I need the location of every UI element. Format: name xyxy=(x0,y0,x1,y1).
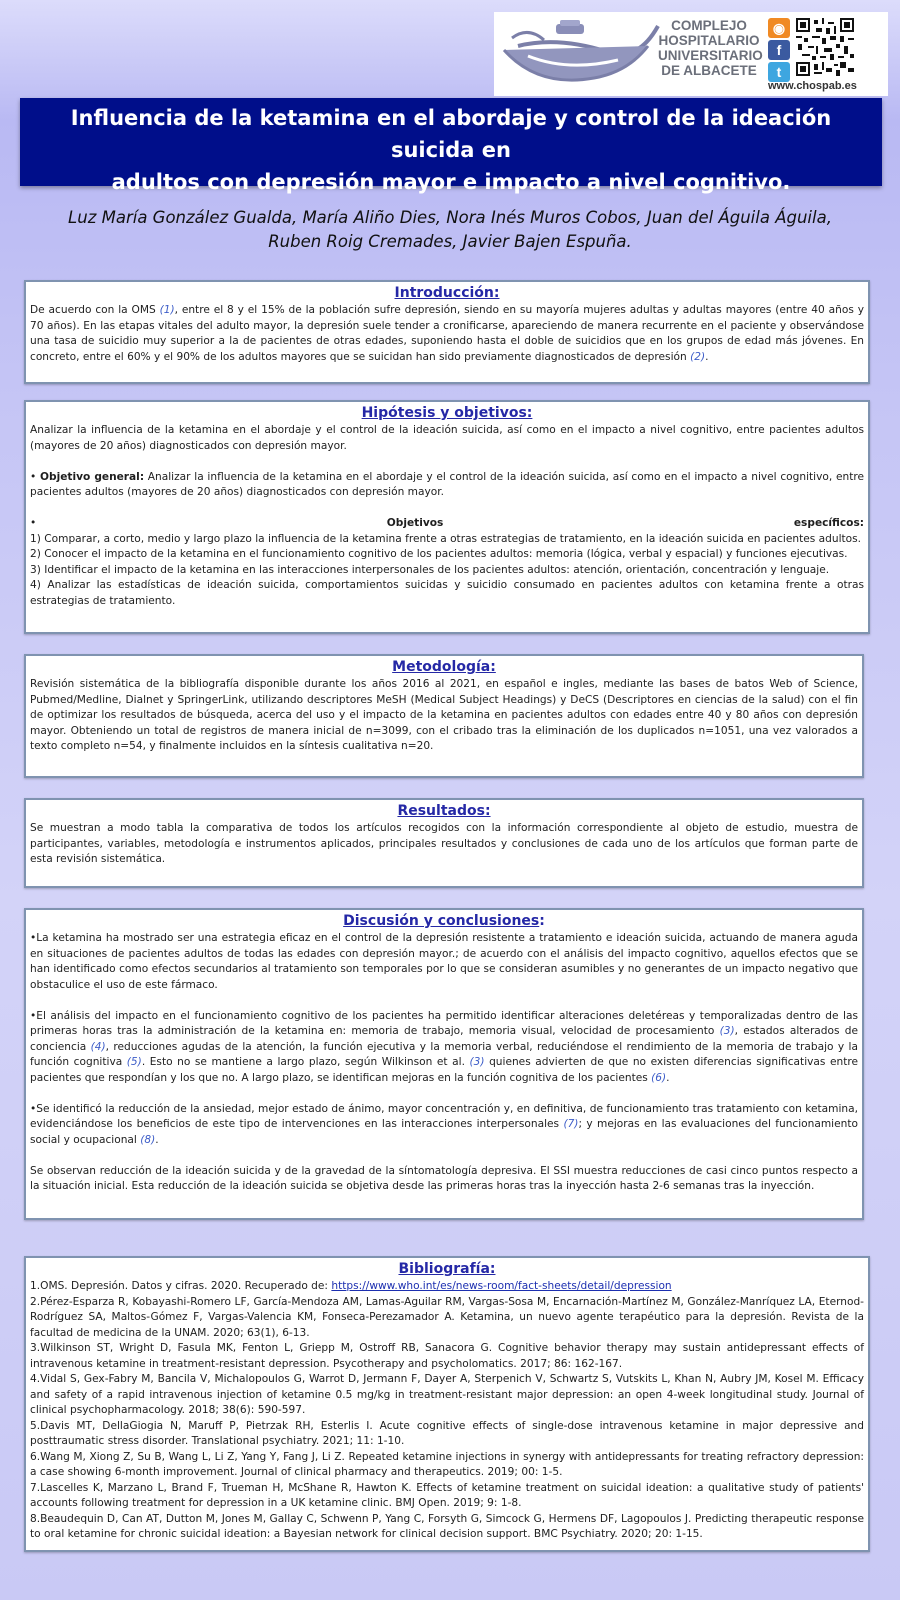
bibliography-item: 2.Pérez-Esparza R, Kobayashi-Romero LF, García-Mendoza AM, Lamas-Aguilar RM, Vargas-Sosa M, Encarnación-Martínez M, González-Manríquez LA, Eternod-Rodríguez SA, Maltos-Gómez F, Vargas-Valencia KM, Fonseca-Perezamador A. Ketamina, un nuevo agente terapéutico para la depresión. Revista de la facultad de medicina de la UNAM. 2020; 63(1), 6-13. xyxy=(30,1295,864,1339)
specific-objective-item: 3) Identificar el impacto de la ketamina en las interacciones interpersonales de los pacientes adultos: atención, orientación, concentración y lenguaje. xyxy=(30,563,830,576)
bibliography-item: 3.Wilkinson ST, Wright D, Fasula MK, Fenton L, Griepp M, Ostroff RB, Sanacora G. Cognitive behavior therapy may sustain antidepressant effects of intravenous ketamine in treatment-resistant depression. Psycotherapy and psycholomatics. 2017; 86: 162-167. xyxy=(30,1342,864,1370)
specific-objective-item: 2) Conocer el impacto de la ketamina en el funcionamiento cognitivo de los pacientes adultos: memoria (lógica, verbal y espacial) y funciones ejecutivas. xyxy=(30,548,848,560)
author-line2: Ruben Roig Cremades, Javier Bajen Espuña. xyxy=(268,232,632,251)
poster-title xyxy=(20,98,882,198)
author-line1: Luz María González Gualda, María Aliño Dies, Nora Inés Muros Cobos, Juan del Águila Águila, xyxy=(68,208,832,227)
hospital-name-line1: COMPLEJO xyxy=(671,18,747,33)
general-objective-label: Objetivo general: xyxy=(39,470,145,483)
hospital-emblem-icon xyxy=(498,16,666,92)
specific-objectives-bullet: • xyxy=(30,517,37,529)
specific-objectives-word1: Objetivos xyxy=(386,517,444,529)
discussion-p2-a: •El análisis del impacto en el funcionamiento cognitivo de los pacientes ha permitido identificar alteraciones deletéreas y temporalizadas dentro de las primeras horas tras la administración de la ketamina en: memoria de trabajo, memoria visual, velocidad de procesamiento xyxy=(30,1009,858,1037)
bibliography-section xyxy=(24,1256,870,1552)
reference-6: (6) xyxy=(651,1071,667,1084)
general-objective-text: Analizar la influencia de la ketamina en el abordaje y el control de la ideación suicida, así como en el impacto a nivel cognitivo, entre pacientes adultos (mayores de 20 años) diagnosticados con depresión mayor. xyxy=(30,470,864,498)
discussion-heading xyxy=(30,913,858,930)
discussion-paragraph-2 xyxy=(30,1009,858,1087)
introduction-text-b: , entre el 8 y el 15% de la población sufre depresión, siendo en su mayoría mujeres adultas y adultas mayores (entre 40 años y 70 años). En las etapas vitales del adulto mayor, la depresión suele tender a cronificarse, apareciendo de manera recurrente en el paciente y observándose una tasa de suicidio muy superior a la de pacientes de otras edades, suponiendo hasta el doble de suicidios que en los grupos de edad más jóvenes. En concreto, entre el 60% y el 90% de los adultos mayores que se suicidan han sido previamente diagnosticados de depresión xyxy=(30,304,864,363)
discussion-paragraph-1: •La ketamina ha mostrado ser una estrategia eficaz en el control de la depresión resistente a tratamiento e ideación suicida, actuando de manera aguda en situaciones de pacientes adultos de todas las edades con depresión mayor.; de acuerdo con el análisis del impacto cognitivo, aquellos efectos que se han identificado como efectos secundarios al tratamiento son temporales por lo que se consideran asumibles y no generantes de un impacto negativo que obstaculice el uso de este fármaco. xyxy=(30,932,858,991)
reference-3: (3) xyxy=(719,1025,735,1037)
poster-title-line1: Influencia de la ketamina en el abordaje y control de la ideación suicida en xyxy=(70,106,832,162)
hypothesis-section xyxy=(24,400,870,634)
results-section xyxy=(24,798,864,888)
methodology-text: Revisión sistemática de la bibliografía disponible durante los años 2016 al 2021, en español e ingles, mediante las bases de batos Web of Science, Pubmed/Medline, Dialnet y SpringerLink, utilizando descriptores MeSH (Medical Subject Headings) y DeCS (Descriptores en ciencias de la salud) con el fin de optimizar los resultados de búsqueda, acerca del uso y el impacto de la ketamina en pacientes adultos con edades entre 40 y 80 años con depresión mayor. Obteniendo un total de registros de manera inicial de n=3099, con el cribado tras la eliminación de los duplicados n=1051, una vez valorados a texto completo n=54, y finalmente incluidos en la síntesis cualitativa n=20. xyxy=(30,678,858,752)
reference-4: (4) xyxy=(90,1040,106,1053)
specific-objectives-word2: específicos: xyxy=(793,517,864,529)
reference-1: (1) xyxy=(159,304,175,316)
discussion-paragraph-4: Se observan reducción de la ideación suicida y de la gravedad de la síntomatología depresiva. El SSI muestra reducciones de casi cinco puntos respecto a la situación inicial. Esta reducción de la ideación suicida se objetiva desde las primeras horas tras la inyección hasta 2-6 semanas tras la inyección. xyxy=(30,1164,858,1192)
bibliography-heading: Bibliografía: xyxy=(398,1261,496,1277)
hypothesis-intro: Analizar la influencia de la ketamina en el abordaje y el control de la ideación suicida, así como en el impacto a nivel cognitivo, entre pacientes adultos (mayores de 20 años) diagnosticados con depresión mayor. xyxy=(30,424,864,452)
specific-objectives-label xyxy=(30,516,864,532)
general-objective-bullet: • xyxy=(30,470,37,483)
reference-5: (5) xyxy=(126,1056,142,1068)
hypothesis-heading: Hipótesis y objetivos: xyxy=(361,405,533,421)
bibliography-item: 8.Beaudequin D, Can AT, Dutton M, Jones M, Gallay C, Schwenn P, Yang C, Forsyth G, Simcock G, Hermens DF, Lagopoulos J. Predicting therapeutic response to oral ketamine for chronic suicidal ideation: a Bayesian network for clinical decision support. BMC Psychiatry. 2020; 20: 1-15. xyxy=(30,1512,864,1540)
introduction-text-c: . xyxy=(705,350,709,363)
hospital-name-line3: UNIVERSITARIO xyxy=(658,48,763,63)
discussion-paragraph-3 xyxy=(30,1102,858,1149)
reference-8: (8) xyxy=(140,1133,156,1146)
discussion-p3-b: ; y mejoras en las evaluaciones del funcionamiento social y ocupacional xyxy=(30,1118,858,1146)
specific-objective-item: 1) Comparar, a corto, medio y largo plazo la influencia de la ketamina frente a otras estrategias de tratamiento, en la ideación suicida en pacientes adultos. xyxy=(30,532,862,545)
discussion-p2-c: , reducciones agudas de la atención, la función ejecutiva y la memoria verbal, reduciéndose el rendimiento de la memoria de trabajo y la función cognitiva xyxy=(30,1040,858,1068)
general-objective xyxy=(30,470,864,501)
bibliography-item: 7.Lascelles K, Marzano L, Brand F, Trueman H, McShane R, Hawton K. Effects of ketamine treatment on suicidal ideation: a qualitative study of patients' accounts following treatment for depression in a UK ketamine clinic. BMJ Open. 2019; 9: 1-8. xyxy=(30,1481,864,1509)
facebook-icon[interactable]: f xyxy=(768,40,790,60)
introduction-text-a: De acuerdo con la OMS xyxy=(30,304,160,316)
rss-icon[interactable]: ◉ xyxy=(768,18,790,38)
results-heading: Resultados: xyxy=(397,803,491,819)
results-text: Se muestran a modo tabla la comparativa de todos los artículos recogidos con la información correspondiente al objeto de estudio, muestra de participantes, variables, metodología e instrumentos aplicados, principales resultados y conclusiones de cada uno de los artículos que forman parte de esta revisión sistemática. xyxy=(30,822,858,865)
discussion-p2-b: , estados alterados de conciencia xyxy=(30,1025,858,1053)
discussion-p3-c: . xyxy=(155,1133,159,1146)
specific-objective-item: 4) Analizar las estadísticas de ideación suicida, comportamientos suicidas y suicidio consumado en pacientes adultos con ketamina frente a otras estrategias de tratamiento. xyxy=(30,579,864,607)
qr-code-icon xyxy=(796,18,854,76)
hospital-logo xyxy=(494,12,888,96)
hospital-name xyxy=(658,18,763,78)
bibliography-item: 4.Vidal S, Gex-Fabry M, Bancila V, Michalopoulos G, Warrot D, Jermann F, Dayer A, Sterpenich V, Schwartz S, Vutskits L, Khan N, Aubry JM, Kosel M. Efficacy and safety of a rapid intravenous injection of ketamine 0.5 mg/kg in treatment-resistant major depression: an open 4-week longitudinal study. Journal of clinical psychopharmacology. 2018; 38(6): 590-597. xyxy=(30,1373,864,1416)
discussion-p2-d: . Esto no se mantiene a largo plazo, según Wilkinson et al. xyxy=(141,1056,470,1068)
discussion-heading-text: Discusión y conclusiones xyxy=(343,913,540,929)
discussion-heading-colon: : xyxy=(539,913,545,929)
reference-3-again: (3) xyxy=(469,1056,485,1068)
hospital-name-line4: DE ALBACETE xyxy=(661,63,757,78)
introduction-text xyxy=(30,303,864,365)
discussion-p2-f: . xyxy=(666,1071,670,1084)
hospital-url[interactable]: www.chospab.es xyxy=(768,80,857,92)
twitter-icon[interactable]: t xyxy=(768,62,790,82)
introduction-section xyxy=(24,280,870,384)
reference-7: (7) xyxy=(563,1118,579,1130)
methodology-heading: Metodología: xyxy=(392,659,496,675)
discussion-p3-a: •Se identificó la reducción de la ansiedad, mejor estado de ánimo, mayor concentración y, en definitiva, de funcionamiento tras tratamiento con ketamina, evidenciándose los beneficios de este tipo de intervenciones en las interacciones interpersonales xyxy=(30,1102,858,1130)
bibliography-item: 5.Davis MT, DellaGiogia N, Maruff P, Pietrzak RH, Esterlis I. Acute cognitive effects of single-dose intravenous ketamine in major depressive and posttraumatic stress disorder. Translational psychiatry. 2021; 11: 1-10. xyxy=(30,1419,864,1447)
title-banner xyxy=(20,98,882,194)
poster-title-line2: adultos con depresión mayor e impacto a nivel cognitivo. xyxy=(111,170,791,194)
who-depression-link[interactable]: https://www.who.int/es/news-room/fact-sheets/detail/depression xyxy=(331,1280,672,1292)
bibliography-item: 6.Wang M, Xiong Z, Su B, Wang L, Li Z, Yang Y, Fang J, Li Z. Repeated ketamine injections in synergy with antidepressants for treating refractory depression: a case showing 6-month improvement. Journal of clinical pharmacy and therapeutics. 2019; 00: 1-5. xyxy=(30,1450,864,1478)
introduction-heading: Introducción: xyxy=(394,285,500,301)
reference-2: (2) xyxy=(690,350,706,363)
discussion-section xyxy=(24,908,864,1220)
bibliography-item xyxy=(30,1279,864,1295)
discussion-p2-e: quienes advierten de que no existen diferencias significativas entre pacientes que respondían y los que no. A largo plazo, se identifican mejoras en la función cognitiva de los pacientes xyxy=(30,1056,859,1084)
methodology-section xyxy=(24,654,864,778)
hospital-name-line2: HOSPITALARIO xyxy=(658,33,760,48)
bibliography-item-1-text: 1.OMS. Depresión. Datos y cifras. 2020. Recuperado de: xyxy=(30,1280,332,1292)
author-list xyxy=(40,206,860,254)
